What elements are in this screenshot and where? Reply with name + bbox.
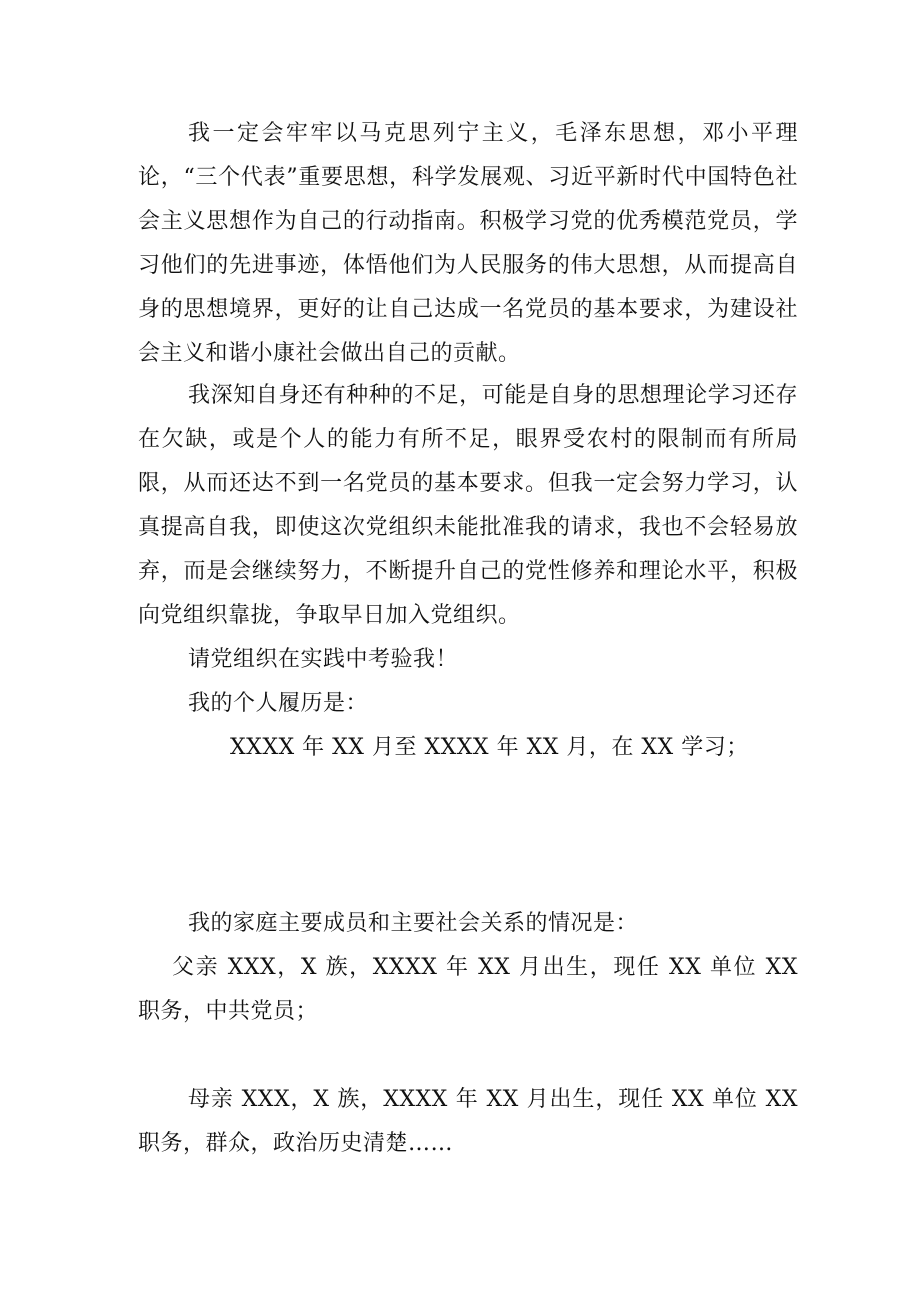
paragraph-request: 请党组织在实践中考验我！ bbox=[188, 647, 459, 672]
paragraph-resume-heading: 我的个人履历是： bbox=[188, 691, 369, 716]
paragraph-mother: 母亲 XXX，X 族，XXXX 年 XX 月出生，现任 XX 单位 XX 职务，群众，政治历史清楚…… bbox=[138, 1087, 798, 1156]
paragraph-self-reflection: 我深知自身还有种种的不足，可能是自身的思想理论学习还存在欠缺，或是个人的能力有所不足，眼界受农村的限制而有所局限，从而还达不到一名党员的基本要求。但我一定会努力学习，认真提高自我，即使这次党组织未能批准我的请求，我也不会轻易放弃，而是会继续努力，不断提升自己的党性修养和理论水平，积极向党组织靠拢，争取早日加入党组织。 bbox=[138, 383, 798, 628]
paragraph-guiding-thought: 我一定会牢牢以马克思列宁主义，毛泽东思想，邓小平理论，“三个代表”重要思想，科学发展观、习近平新时代中国特色社会主义思想作为自己的行动指南。积极学习党的优秀模范党员，学习他们的先进事迹，体悟他们为人民服务的伟大思想，从而提高自身的思想境界，更好的让自己达成一名党员的基本要求，为建设社会主义和谐小康社会做出自己的贡献。 bbox=[138, 121, 798, 366]
paragraph-family-heading: 我的家庭主要成员和主要社会关系的情况是： bbox=[188, 911, 639, 936]
paragraph-father: 父亲 XXX，X 族，XXXX 年 XX 月出生，现任 XX 单位 XX 职务，中共党员； bbox=[138, 955, 798, 1024]
paragraph-resume-entry: XXXX 年 XX 月至 XXXX 年 XX 月，在 XX 学习； bbox=[230, 735, 749, 760]
